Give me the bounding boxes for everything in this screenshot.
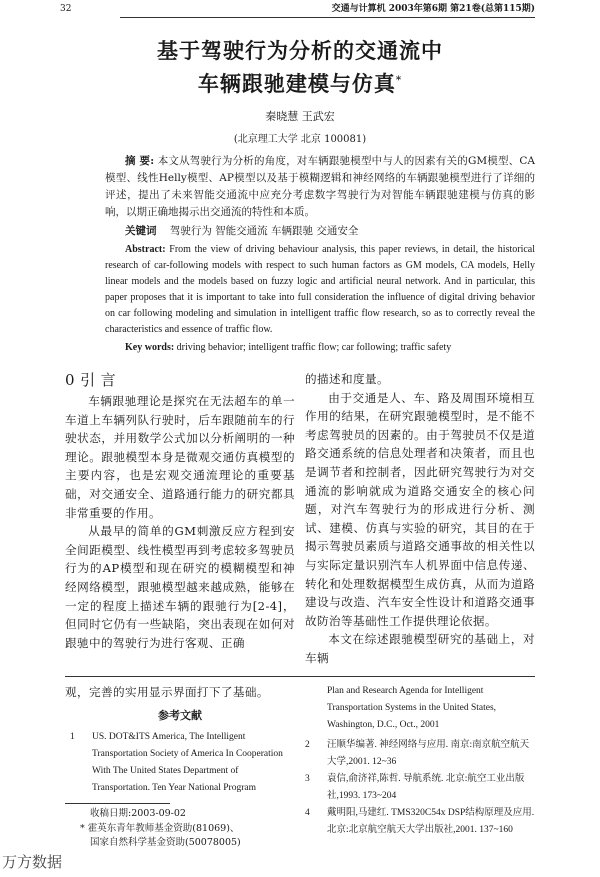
watermark: 万方数据 (2, 852, 63, 871)
footnote-fund-2: 国家自然科学基金资助(50078005) (90, 837, 241, 849)
footnote-rule (65, 803, 170, 804)
paragraph: 由于交通是人、车、路及周围环境相互作用的结果，在研究跟驰模型时，是不能不考虑驾驶员的因素的。由于驾驶员不仅是道路交通系统的信息处理者和决策者，而且也是调节者和控制者，因此研究驾驶行为对交通流的影响就成为道路交通安全的核心问题，对汽车驾驶行为的形成进行分析、测试、建模、仿真与实验的研究，其目的在于揭示驾驶员素质与道路交通事故的相关性以与实际定量识别汽车人机界面中信息传递、转化和处理数据模型生成仿真，从而为道路建设与改造、汽车安全性设计和道路交通事故防治等基础性工作提供理论依据。 (305, 390, 535, 628)
keywords-en (105, 340, 535, 356)
abstract-en-label: Abstract: (125, 244, 166, 255)
left-lower-text: 观，完善的实用显示界面打下了基础。 (65, 684, 269, 699)
right-column-body (305, 370, 535, 668)
column-break-rule (65, 676, 535, 677)
reference-text: 汪顺华编著. 神经网络与应用. 南京:南京航空航天大学,2001. 12~36 (327, 739, 530, 767)
references-heading: 参考文献 (158, 709, 202, 723)
abstract-cn (105, 153, 535, 221)
right-lower-column (305, 683, 535, 871)
reference-number: 3 (305, 773, 310, 784)
lower-columns (2, 683, 535, 871)
reference-text: US. DOT&ITS America, The Intelligent Transportation Society of America In Cooperation With The United States Department of Transportation. Ten Year National Program (92, 732, 283, 794)
abstract-cn-text: 本文从驾驶行为分析的角度，对车辆跟驰模型中与人的因素有关的GM模型、CA模型、线性Helly模型、AP模型以及基于模糊逻辑和神经网络的车辆跟驰模型进行了详细的评述，提出了未来智能交通流中应充分考虑数字驾驶行为对智能车辆跟驰建模与仿真的影响，以期正确地揭示出交通流的特性和本质。 (105, 155, 535, 218)
paper-page (2, 0, 535, 877)
affiliation: (北京理工大学 北京 100081) (233, 134, 367, 145)
reference-number: 2 (305, 739, 310, 750)
abstract-en (105, 242, 535, 338)
abstract-en-text: From the view of driving behaviour analysis, this paper reviews, in detail, the historical research of car-following models with respect to such human factors as GM models, CA models, Helly linear models and the models based on fuzzy logic and artificial neural network. And in particular, this paper proposes that it is important to take into full consideration the influence of digital driving behavior on car following modeling and simulation in intelligent traffic flow research, so as to correctly reveal the characteristics and essence of traffic flow. (105, 244, 535, 335)
abstract-cn-label: 摘 要: (125, 155, 155, 167)
reference-number: 4 (305, 807, 310, 818)
keywords-cn-label: 关键词 (125, 225, 157, 237)
reference-item (305, 771, 535, 805)
page-number: 32 (60, 4, 72, 14)
footnotes (65, 807, 295, 851)
body-columns (65, 370, 535, 668)
keywords-cn (105, 223, 535, 240)
keywords-cn-text: 驾驶行为 智能交通流 车辆跟驰 交通安全 (169, 225, 359, 237)
title-line-2 (65, 66, 535, 99)
keywords-en-text: driving behavior; intelligent traffic flow; car following; traffic safety (176, 342, 452, 353)
authors: 秦晓慧 王武宏 (265, 110, 335, 123)
running-header-row (60, 3, 535, 15)
footnote-fund-1: * 霍英东青年教师基金资助(81069)、 (80, 822, 240, 834)
paragraph: 从最早的简单的GM刺激反应方程到安全间距模型、线性模型再到考虑较多驾驶员行为的AP模型和现在研究的模糊模型和神经网络模型，跟驰模型越来越成熟，能够在一定的程度上描述车辆的跟驰行为[2-4]，但同时它仍有一些缺陷，突出表现在如何对跟驰中的驾驶行为进行客观、正确 (65, 524, 295, 650)
reference-item (70, 729, 295, 797)
reference-1-continued: Plan and Research Agenda for Intelligent Transportation Systems in the United States, Washington, D.C., Oct., 2001 (327, 685, 497, 730)
footnote-received: 收稿日期:2003-09-02 (90, 808, 186, 820)
paragraph: 本文在综述跟驰模型研究的基础上，对车辆 (305, 632, 535, 665)
title-line-1: 基于驾驶行为分析的交通流中 (157, 38, 443, 63)
title-line-2-text: 车辆跟驰建模与仿真 (197, 71, 396, 96)
left-column-body (65, 370, 295, 668)
left-lower-column (2, 683, 295, 871)
reference-number: 1 (70, 732, 75, 743)
keywords-en-label: Key words: (125, 342, 175, 353)
header-rule (120, 17, 535, 18)
running-header: 交通与计算机 2003年第6期 第21卷(总第115期) (331, 4, 535, 14)
reference-text: 袁信,俞济祥,陈哲. 导航系统. 北京:航空工业出版社,1993. 173~204 (327, 773, 525, 801)
reference-item (305, 805, 535, 839)
paragraph: 车辆跟驰理论是探究在无法超车的单一车道上车辆列队行驶时，后车跟随前车的行驶状态，并用数学公式加以分析阐明的一种理论。跟驰模型本身是微观交通仿真模型的主要内容，也是宏观交通流理论的重要基础，对交通安全、道路通行能力的研究都具非常重要的作用。 (65, 394, 295, 520)
title-footnote-mark: * (395, 75, 403, 86)
abstract-block (105, 153, 535, 356)
section-heading: 0 引 言 (65, 371, 117, 389)
reference-item (305, 737, 535, 771)
reference-text: 戴明阳,马建红. TMS320C54x DSP结构原理及应用. 北京:北京航空航天大学出版社,2001. 137~160 (327, 807, 535, 835)
paragraph-continuation: 的描述和度量。 (305, 372, 389, 386)
title-block (65, 36, 535, 99)
